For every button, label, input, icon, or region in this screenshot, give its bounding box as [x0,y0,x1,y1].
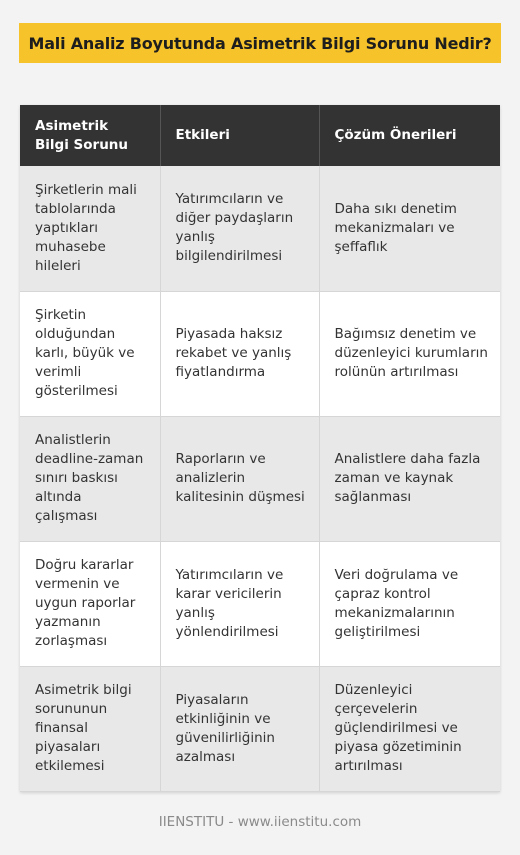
cell-problem: Doğru kararlar vermenin ve uygun raporlar yazmanın zorlaşması [20,541,160,666]
cell-effect: Yatırımcıların ve diğer paydaşların yanlış bilgilendirilmesi [160,166,319,291]
header-solutions: Çözüm Önerileri [334,127,457,143]
cell-effect: Piyasada haksız rekabet ve yanlış fiyatlandırma [160,291,319,416]
cell-problem: Analistlerin deadline-zaman sınırı baskısı altında çalışması [20,416,160,541]
cell-problem: Asimetrik bilgi sorununun finansal piyasaları etkilemesi [20,666,160,791]
info-table [20,105,500,792]
cell-effect: Raporların ve analizlerin kalitesinin düşmesi [160,416,319,541]
cell-solution: Veri doğrulama ve çapraz kontrol mekanizmalarının geliştirilmesi [319,541,500,666]
info-table-container [20,105,500,792]
table-row [20,291,500,416]
table-row [20,666,500,791]
cell-problem: Şirketin olduğundan karlı, büyük ve verimli gösterilmesi [20,291,160,416]
table-row [20,166,500,291]
header-effects: Etkileri [160,105,319,166]
cell-problem: Şirketlerin mali tablolarında yaptıkları muhasebe hileleri [20,166,160,291]
page-title: Mali Analiz Boyutunda Asimetrik Bilgi Sorunu Nedir? [28,33,492,53]
cell-solution: Düzenleyici çerçevelerin güçlendirilmesi ve piyasa gözetiminin artırılması [319,666,500,791]
cell-solution: Daha sıkı denetim mekanizmaları ve şeffaflık [319,166,500,291]
header-problem: Asimetrik Bilgi Sorunu [20,105,160,166]
table-row [20,416,500,541]
cell-effect: Piyasaların etkinliğinin ve güvenilirliğinin azalması [160,666,319,791]
cell-effect: Yatırımcıların ve karar vericilerin yanlış yönlendirilmesi [160,541,319,666]
cell-solution: Analistlere daha fazla zaman ve kaynak sağlanması [319,416,500,541]
footer-credit: IIENSTITU - www.iienstitu.com [158,814,362,830]
table-header-row [20,105,500,166]
table-row [20,541,500,666]
cell-solution: Bağımsız denetim ve düzenleyici kurumların rolünün artırılması [319,291,500,416]
title-banner [19,23,501,63]
